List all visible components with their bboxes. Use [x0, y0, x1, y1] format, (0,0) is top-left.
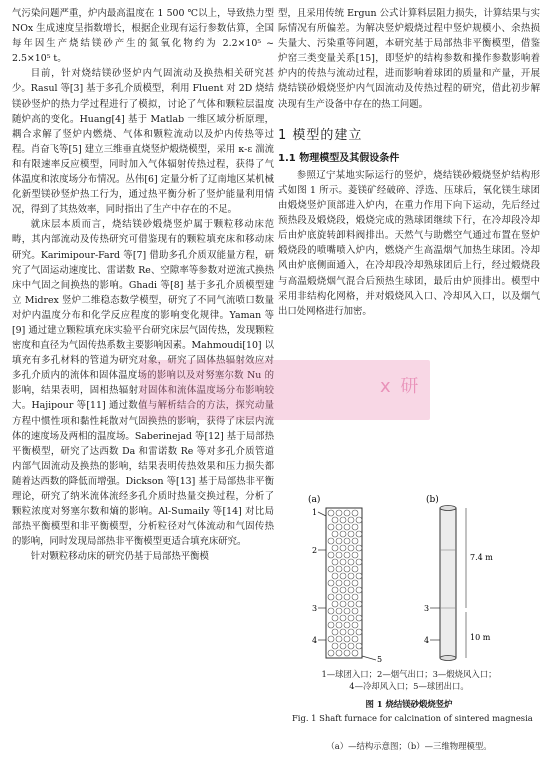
pellet-circle — [356, 531, 362, 537]
pellet-circle — [352, 622, 358, 628]
pellet-circle — [348, 573, 354, 579]
pellet-circle — [356, 545, 362, 551]
pellet-circle — [344, 538, 350, 544]
pellet-circle — [344, 608, 350, 614]
leader-line — [362, 656, 376, 660]
figure-legend — [278, 668, 540, 692]
pellet-circle — [352, 608, 358, 614]
pellet-circle — [344, 636, 350, 642]
pellet-circle — [348, 615, 354, 621]
paragraph: 型，且采用传统 Ergun 公式计算料层阻力损失，计算结果与实际情况有所偏差。为解决竖炉煅烧过程中竖炉规模小、余热损失量大、污染重等问题，本研究基于局部热非平衡模型，借鉴炉窑三类变量关系[15]，即竖炉的结构参数和操作参数影响着炉内的传热与流动过程，进而影响着球团的质量和产量，开展烧结镁砂煅烧竖炉内气固流动及传热过程的研究，借此初步解决现有生产设备中存在的热工问题。 — [278, 8, 540, 110]
panel-a-label: (a) — [308, 495, 321, 505]
pellet-circle — [336, 608, 342, 614]
pellet-circle — [328, 552, 334, 558]
legend-line-1: 1—球团入口；2—烟气出口；3—煅烧风入口； — [321, 669, 497, 679]
paragraph: 针对颗粒移动床的研究仍基于局部热平衡模 — [30, 551, 209, 563]
pellet-circle — [356, 643, 362, 649]
pellet-circle — [340, 517, 346, 523]
pellet-circle — [352, 650, 358, 656]
pellet-circle — [340, 601, 346, 607]
pellet-circle — [332, 517, 338, 523]
pellet-circle — [332, 601, 338, 607]
pellet-circle — [332, 615, 338, 621]
pellet-circle — [344, 622, 350, 628]
pellet-circle — [328, 636, 334, 642]
dimension-upper: 7.4 m — [470, 553, 493, 562]
section-title: 1 模型的建立 — [278, 127, 363, 143]
pellet-circle — [328, 566, 334, 572]
pellet-circle — [336, 524, 342, 530]
pellet-circle — [336, 636, 342, 642]
pellet-circle — [348, 587, 354, 593]
panel-b-label: (b) — [426, 495, 439, 505]
pellet-circle — [328, 622, 334, 628]
pellet-circle — [356, 615, 362, 621]
pellet-circle — [348, 545, 354, 551]
pellet-circle — [352, 636, 358, 642]
pellet-circle — [348, 559, 354, 565]
figure-1 — [278, 490, 540, 665]
pellet-circle — [328, 608, 334, 614]
pellet-circle — [348, 629, 354, 635]
pellet-circle — [328, 510, 334, 516]
watermark-text: x 研 — [380, 376, 421, 397]
pellet-circle — [332, 545, 338, 551]
3d-model-bottom — [440, 656, 456, 661]
leader-line — [318, 512, 326, 516]
pellet-circle — [332, 587, 338, 593]
shaft-furnace-diagram — [278, 490, 540, 665]
pellet-circle — [332, 629, 338, 635]
callout-1: 1 — [312, 508, 318, 517]
pellet-circle — [344, 510, 350, 516]
3d-model-top — [440, 506, 456, 511]
pellet-circle — [344, 552, 350, 558]
pellet-circle — [352, 552, 358, 558]
left-column — [12, 6, 274, 564]
pellet-circle — [352, 510, 358, 516]
pellet-circle — [328, 650, 334, 656]
pellet-circle — [352, 594, 358, 600]
pellet-circle — [352, 538, 358, 544]
figure-subcaption: （a）—结构示意图；（b）—三维物理模型。 — [326, 741, 492, 751]
pellet-circle — [344, 566, 350, 572]
pellet-circle — [356, 559, 362, 565]
pellet-circle — [356, 629, 362, 635]
pellet-circle — [340, 545, 346, 551]
3d-model-shaft — [440, 508, 456, 658]
pellet-circle — [344, 594, 350, 600]
pellet-circle — [348, 531, 354, 537]
callout-5: 5 — [377, 655, 383, 664]
pellet-circle — [352, 580, 358, 586]
pellet-circle — [340, 629, 346, 635]
figure-title-en: Fig. 1 Shaft furnace for calcination of sintered magnesia — [292, 713, 533, 723]
pellet-circle — [336, 580, 342, 586]
pellet-circle — [356, 587, 362, 593]
pellet-circle — [336, 538, 342, 544]
pellet-circle — [336, 566, 342, 572]
subsection-title: 1.1 物理模型及其假设条件 — [278, 152, 400, 164]
legend-line-2: 4—冷却风入口；5—球团出口。 — [349, 681, 469, 691]
pellet-pattern — [328, 510, 362, 656]
paragraph: 目前，针对烧结镁砂竖炉内气固流动及换热相关研究甚少。Rasul 等[3] 基于多孔介质模型，利用 Fluent 对 2D 烧结镁砂竖炉的热力学过程进行了模拟，讨论了气体和颗粒层温度随炉高的变化。Huang[4] 基于 Matlab 一维区域分析原理，耦合求解了竖炉内燃烧、气体和颗粒流动以及炉内传热等过程。肖奋飞等[5] 建立三维垂直烧竖炉煅烧模型，采用 κ-ε 湍流和有限速率反应模型，同时加入气体辐射传热过程，获得了气体温度和浓度场分布情况。丛伟[6] 定量分析了辽南地区某机械化新型镁砂竖炉热工行为，通过热平衡分析了竖炉能量利用情况，得到了其热效率，同时指出了生产中存在的不足。 — [12, 68, 274, 216]
dimension-lower: 10 m — [470, 633, 491, 642]
callout-4: 4 — [312, 636, 318, 645]
pellet-circle — [340, 559, 346, 565]
pellet-circle — [356, 573, 362, 579]
pellet-circle — [340, 643, 346, 649]
pellet-circle — [348, 601, 354, 607]
pellet-circle — [344, 580, 350, 586]
pellet-circle — [328, 594, 334, 600]
pellet-circle — [340, 615, 346, 621]
pellet-circle — [352, 524, 358, 530]
pellet-circle — [352, 566, 358, 572]
callout-3b: 3 — [424, 604, 430, 613]
pellet-circle — [356, 517, 362, 523]
callout-2: 2 — [312, 546, 318, 555]
paragraph: 参照辽宁某地实际运行的竖炉，烧结镁砂煅烧竖炉结构形式如图 1 所示。菱镁矿经破碎、浮选、压球后，氧化镁生球团由煅烧竖炉顶部进入炉内，在重力作用下向下运动，先后经过预热段及煅烧段，煅烧完成的熟球团继续下行，在冷却段冷却后由炉底旋转卸料阀排出。天然气与助燃空气通过布置在竖炉煅烧段的喷嘴喷入炉内，燃烧产生高温烟气加热生球团。冷却风由炉底侧面通入，在冷却段冷却熟球团后上行，经过煅烧段与高温煅烧烟气混合后预热生球团，最后由炉顶排出。模型中采用非结构化网格，并对煅烧风入口、冷却风入口，以及烟气出口处网格进行加密。 — [278, 169, 540, 317]
pellet-circle — [348, 517, 354, 523]
pellet-circle — [332, 573, 338, 579]
pellet-circle — [336, 594, 342, 600]
pellet-circle — [340, 573, 346, 579]
pellet-circle — [328, 580, 334, 586]
figure-title-cn: 图 1 烧结镁砂煅烧竖炉 — [365, 699, 453, 709]
pellet-circle — [348, 643, 354, 649]
pellet-circle — [332, 531, 338, 537]
pellet-circle — [336, 552, 342, 558]
pellet-circle — [328, 538, 334, 544]
paragraph: 就床层本质而言，烧结镁砂煅烧竖炉属于颗粒移动床范畴，其内部流动及传热研究可借鉴现有的颗粒填充床和移动床研究。Karimipour-Fard 等[7] 借助多孔介质双能量方程，研究了气固运动速度比、雷诺数 Re、空隙率等参数对逆流式换热床中气固之间换热的影响。Ghadi 等[8] 基于多孔介质模型建立 Midrex 竖炉二维稳态数学模型，研究了不同气流喷口数量对炉内温度分布和化学反应程度的影响变化规律。Yaman 等[9] 通过建立颗粒填充床实验平台研究床层气固传热，发现颗粒密度和直径为气固传热系数主要影响因素。Mahmoudi[10] 以填充有多孔材料的管道为研究对象，研究了固体热辐射效应对多孔介质内的流体和固体温度场的影响以及对努塞尔数 Nu 的影响，结果表明，固相热辐射对固体和流体温度场分布影响较大。Hajipour 等[11] 通过数值与解析结合的方法，探究动量方程中惯性项和黏性耗散对气固换热的影响，获得了床层内流体的速度场及两相的温度场。Saberinejad 等[12] 基于局部热平衡模型，研究了达西数 Da 和雷诺数 Re 等对多孔介质管道内部气固流动及换热的影响，结果表明传热效果和压力损失都随着达西数的降低而增强。Dickson 等[13] 基于局部热非平衡理论，研究了纳米流体流经多孔介质时热量交换过程，分析了颗粒浓度对努塞尔数和熵的影响。Al-Sumaily 等[14] 对比局部热平衡模型和非平衡模型，分析粒径对气体流动和气固传热的影响，同时发现局部热非平衡模型更适合填充床研究。 — [12, 219, 274, 548]
pellet-circle — [336, 622, 342, 628]
callout-4b: 4 — [424, 636, 430, 645]
right-column — [278, 6, 540, 319]
pellet-circle — [336, 650, 342, 656]
callout-3: 3 — [312, 604, 318, 613]
pellet-circle — [344, 650, 350, 656]
paragraph: 气污染问题严重，炉内最高温度在 1 500 ℃以上，导致热力型 NOx 生成速度呈指数增长，根据企业现有运行参数估算，全国每年因生产烧结镁砂产生的氮氧化物约为 2.2×10⁵ ~ 2.5×10⁵ t。 — [12, 8, 274, 65]
pellet-circle — [340, 587, 346, 593]
pellet-circle — [332, 559, 338, 565]
pellet-circle — [356, 601, 362, 607]
pellet-circle — [328, 524, 334, 530]
pellet-circle — [332, 643, 338, 649]
pellet-circle — [344, 524, 350, 530]
pellet-circle — [340, 531, 346, 537]
pellet-circle — [336, 510, 342, 516]
